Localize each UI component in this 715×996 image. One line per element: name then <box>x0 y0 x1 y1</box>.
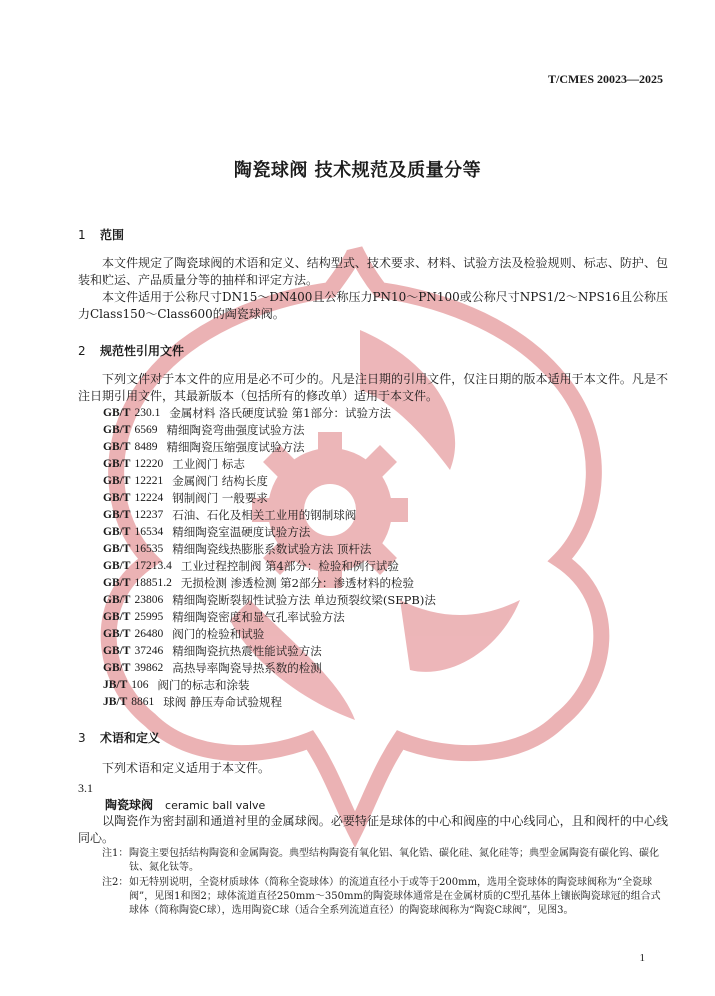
reference-prefix: GB/T <box>103 441 131 453</box>
reference-code <box>103 558 172 575</box>
terms-intro-paragraph: 下列术语和定义适用于本文件。 <box>102 761 271 775</box>
reference-title: 金属材料 洛氏硬度试验 第1部分：试验方法 <box>169 406 391 420</box>
section-number: 3 <box>78 731 86 745</box>
reference-title: 金属阀门 结构长度 <box>172 474 268 488</box>
reference-number: 37246 <box>134 645 164 657</box>
note-text: 陶瓷主要包括结构陶瓷和金属陶瓷。典型结构陶瓷有氧化铝、氧化锆、碳化硅、氮化硅等；典型金属陶瓷有碳化钨、碳化钛、氮化钛等。 <box>129 848 659 873</box>
note-label: 注2： <box>102 877 129 888</box>
reference-number: 12224 <box>134 492 164 504</box>
reference-code <box>103 405 160 422</box>
reference-title: 精细陶瓷断裂韧性试验方法 单边预裂纹梁(SEPB)法 <box>172 593 436 607</box>
note-2 <box>102 876 667 918</box>
reference-prefix: GB/T <box>103 611 131 623</box>
reference-title: 石油、石化及相关工业用的钢制球阀 <box>172 508 357 522</box>
reference-code <box>103 626 163 643</box>
page-number: 1 <box>639 952 645 964</box>
reference-prefix: JB/T <box>103 696 128 708</box>
reference-prefix: GB/T <box>103 475 131 487</box>
reference-prefix: GB/T <box>103 645 131 657</box>
reference-title: 工业阀门 标志 <box>172 457 245 471</box>
scope-paragraph-2: 本文件适用于公称尺寸DN15～DN400且公称压力PN10～PN100或公称尺寸NPS1/2～NPS16且公称压力Class150～Class600的陶瓷球阀。 <box>78 290 668 321</box>
term-definition: 以陶瓷作为密封副和通道衬里的金属球阀。必要特征是球体的中心和阀座的中心线同心，且和阀杆的中心线同心。 <box>78 814 668 845</box>
reference-prefix: GB/T <box>103 662 131 674</box>
reference-code <box>103 592 163 609</box>
reference-prefix: GB/T <box>103 560 131 572</box>
reference-code <box>103 422 157 439</box>
reference-list <box>103 405 436 711</box>
term-english: ceramic ball valve <box>165 799 266 812</box>
reference-title: 钢制阀门 一般要求 <box>172 491 268 505</box>
reference-number: 230.1 <box>134 407 161 419</box>
reference-item <box>103 626 436 643</box>
reference-title: 阀门的标志和涂装 <box>157 678 250 692</box>
reference-item <box>103 405 436 422</box>
reference-number: 12221 <box>134 475 164 487</box>
reference-item <box>103 473 436 490</box>
reference-prefix: GB/T <box>103 509 131 521</box>
reference-number: 12237 <box>134 509 164 521</box>
reference-title: 精细陶瓷压缩强度试验方法 <box>166 440 305 454</box>
note-1 <box>102 847 667 875</box>
reference-code <box>103 677 149 694</box>
reference-prefix: GB/T <box>103 526 131 538</box>
reference-title: 精细陶瓷弯曲强度试验方法 <box>166 423 305 437</box>
reference-title: 精细陶瓷室温硬度试验方法 <box>172 525 311 539</box>
reference-number: 39862 <box>134 662 164 674</box>
reference-code <box>103 524 163 541</box>
term-number: 3.1 <box>78 781 93 795</box>
reference-item <box>103 643 436 660</box>
section-number: 2 <box>78 344 86 358</box>
reference-item <box>103 677 436 694</box>
reference-title: 无损检测 渗透检测 第2部分：渗透材料的检验 <box>180 576 414 590</box>
reference-code <box>103 473 163 490</box>
reference-number: 16535 <box>134 543 164 555</box>
reference-number: 25995 <box>134 611 164 623</box>
reference-number: 18851.2 <box>134 577 172 589</box>
reference-prefix: GB/T <box>103 594 131 606</box>
reference-number: 17213.4 <box>134 560 172 572</box>
reference-prefix: GB/T <box>103 492 131 504</box>
reference-title: 高热导率陶瓷导热系数的检测 <box>172 661 322 675</box>
reference-item <box>103 524 436 541</box>
reference-number: 23806 <box>134 594 164 606</box>
term-chinese: 陶瓷球阀 <box>105 798 154 812</box>
reference-item <box>103 541 436 558</box>
reference-prefix: GB/T <box>103 577 131 589</box>
reference-code <box>103 490 163 507</box>
reference-title: 球阀 静压寿命试验规程 <box>163 695 282 709</box>
reference-prefix: GB/T <box>103 458 131 470</box>
reference-item <box>103 507 436 524</box>
reference-item <box>103 439 436 456</box>
reference-number: 8861 <box>131 696 155 708</box>
reference-prefix: GB/T <box>103 543 131 555</box>
section-title: 术语和定义 <box>100 731 161 745</box>
reference-item <box>103 422 436 439</box>
reference-item <box>103 609 436 626</box>
note-text: 如无特别说明，全瓷材质球体（简称全瓷球体）的流道直径小于或等于200mm，选用全瓷球体的陶瓷球阀称为“全瓷球阀”，见图1和图2；球体流道直径250mm～350mm的陶瓷球体通常是在金属材质的C型孔基体上镶嵌陶瓷球冠的组合式球体（简称陶瓷C球），选用陶瓷C球（适合全系列流道直径）的陶瓷球阀称为“陶瓷C球阀”，见图3。 <box>129 877 661 916</box>
reference-number: 6569 <box>134 424 158 436</box>
reference-prefix: GB/T <box>103 628 131 640</box>
reference-code <box>103 609 163 626</box>
reference-code <box>103 541 163 558</box>
section-heading-refs <box>78 342 184 359</box>
refs-intro-paragraph: 下列文件对于本文件的应用是必不可少的。凡是注日期的引用文件，仅注日期的版本适用于本文件。凡是不注日期引用文件，其最新版本（包括所有的修改单）适用于本文件。 <box>78 372 668 403</box>
reference-item <box>103 592 436 609</box>
reference-title: 精细陶瓷抗热震性能试验方法 <box>172 644 322 658</box>
reference-number: 26480 <box>134 628 164 640</box>
reference-item <box>103 575 436 592</box>
reference-item <box>103 694 436 711</box>
reference-number: 12220 <box>134 458 164 470</box>
term-entry <box>105 796 265 813</box>
reference-number: 16534 <box>134 526 164 538</box>
reference-code <box>103 575 172 592</box>
reference-code <box>103 456 163 473</box>
reference-code <box>103 507 163 524</box>
reference-prefix: GB/T <box>103 407 131 419</box>
scope-paragraph-1: 本文件规定了陶瓷球阀的术语和定义、结构型式、技术要求、材料、试验方法及检验规则、标志、防护、包装和贮运、产品质量分等的抽样和评定方法。 <box>78 256 668 287</box>
reference-title: 工业过程控制阀 第4部分：检验和例行试验 <box>180 559 399 573</box>
reference-item <box>103 660 436 677</box>
reference-item <box>103 490 436 507</box>
reference-title: 精细陶瓷线热膨胀系数试验方法 顶杆法 <box>172 542 372 556</box>
section-title: 范围 <box>100 228 125 242</box>
reference-number: 106 <box>131 679 149 691</box>
reference-code <box>103 660 163 677</box>
reference-prefix: GB/T <box>103 424 131 436</box>
reference-prefix: JB/T <box>103 679 128 691</box>
document-title: 陶瓷球阀 技术规范及质量分等 <box>233 160 482 181</box>
standard-number: T/CMES 20023—2025 <box>547 72 663 86</box>
section-number: 1 <box>78 228 86 242</box>
section-heading-terms <box>78 729 160 746</box>
reference-item <box>103 456 436 473</box>
reference-code <box>103 694 154 711</box>
section-title: 规范性引用文件 <box>100 344 185 358</box>
section-heading-scope <box>78 226 124 243</box>
reference-code <box>103 643 163 660</box>
reference-title: 精细陶瓷密度和显气孔率试验方法 <box>172 610 345 624</box>
reference-item <box>103 558 436 575</box>
reference-number: 8489 <box>134 441 158 453</box>
note-label: 注1： <box>102 848 129 859</box>
reference-title: 阀门的检验和试验 <box>172 627 265 641</box>
reference-code <box>103 439 157 456</box>
